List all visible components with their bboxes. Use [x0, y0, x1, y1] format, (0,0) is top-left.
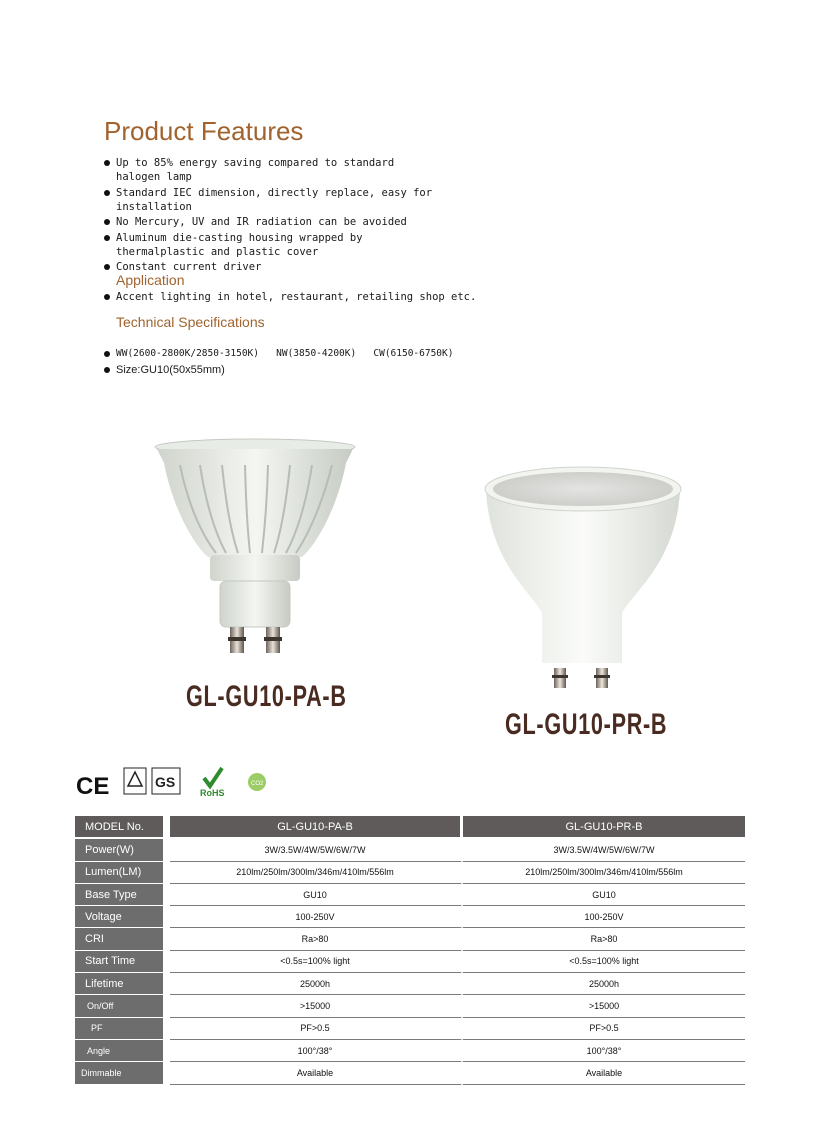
- table-header-col1: GL-GU10-PA-B: [170, 816, 463, 839]
- technical-heading: Technical Specifications: [116, 314, 265, 330]
- svg-text:GS: GS: [155, 774, 176, 790]
- row-value-col2: Available: [463, 1062, 745, 1084]
- row-value-col1: PF>0.5: [170, 1018, 463, 1040]
- table-header-col2: GL-GU10-PR-B: [463, 816, 745, 839]
- ce-mark-icon: [76, 773, 109, 800]
- technical-item: WW(2600-2800K/2850-3150K) NW(3850-4200K) CW(6150-6750K): [104, 347, 524, 361]
- feature-item: Standard IEC dimension, directly replace, easy for installation: [104, 186, 444, 214]
- row-label: On/Off: [75, 995, 170, 1017]
- features-list: [104, 156, 444, 276]
- row-label: Lifetime: [75, 973, 170, 995]
- row-label: PF: [75, 1018, 170, 1040]
- row-label: Dimmable: [75, 1062, 170, 1084]
- table-row: [75, 928, 745, 950]
- row-label: Power(W): [75, 839, 170, 861]
- row-value-col2: Ra>80: [463, 928, 745, 950]
- certification-logos: [76, 764, 276, 800]
- model-caption-pa: GL-GU10-PA-B: [186, 680, 347, 713]
- safety-mark-icon: [124, 768, 146, 794]
- row-label: Angle: [75, 1040, 170, 1062]
- table-row: [75, 839, 745, 861]
- row-label: Voltage: [75, 906, 170, 928]
- row-value-col2: PF>0.5: [463, 1018, 745, 1040]
- feature-item: Constant current driver: [104, 260, 444, 274]
- bulb-pa-image: [150, 435, 360, 660]
- row-value-col1: GU10: [170, 884, 463, 906]
- svg-text:CE: CE: [76, 773, 110, 800]
- technical-list: [104, 347, 524, 379]
- model-caption-pr: GL-GU10-PR-B: [505, 708, 668, 741]
- row-value-col1: 25000h: [170, 973, 463, 995]
- table-header-row: [75, 816, 745, 839]
- row-value-col2: <0.5s=100% light: [463, 951, 745, 973]
- application-list: [104, 290, 504, 306]
- row-value-col2: 25000h: [463, 973, 745, 995]
- table-row: [75, 1040, 745, 1062]
- row-value-col2: GU10: [463, 884, 745, 906]
- svg-text:RoHS: RoHS: [200, 788, 225, 798]
- row-value-col1: Available: [170, 1062, 463, 1084]
- row-value-col2: 100-250V: [463, 906, 745, 928]
- technical-item: Size:GU10(50x55mm): [104, 363, 524, 377]
- table-row: [75, 973, 745, 995]
- application-heading: Application: [116, 272, 185, 288]
- row-value-col1: 210lm/250lm/300lm/346m/410lm/556lm: [170, 862, 463, 884]
- row-label: Base Type: [75, 884, 170, 906]
- row-value-col1: 3W/3.5W/4W/5W/6W/7W: [170, 839, 463, 861]
- table-row: [75, 906, 745, 928]
- specification-table: [75, 816, 745, 1085]
- row-value-col1: 100°/38°: [170, 1040, 463, 1062]
- feature-item: Aluminum die-casting housing wrapped by thermalplastic and plastic cover: [104, 231, 444, 259]
- row-label: Lumen(LM): [75, 862, 170, 884]
- row-value-col2: 100°/38°: [463, 1040, 745, 1062]
- row-value-col2: 3W/3.5W/4W/5W/6W/7W: [463, 839, 745, 861]
- rohs-mark-icon: [200, 768, 225, 798]
- row-value-col2: >15000: [463, 995, 745, 1017]
- bulb-pr-image: [480, 463, 685, 693]
- table-row: [75, 1062, 745, 1084]
- table-row: [75, 951, 745, 973]
- gs-mark-icon: [152, 768, 180, 794]
- application-item: Accent lighting in hotel, restaurant, retailing shop etc.: [104, 290, 504, 304]
- table-row: [75, 995, 745, 1017]
- feature-item: No Mercury, UV and IR radiation can be avoided: [104, 215, 444, 229]
- svg-text:CO2: CO2: [251, 781, 264, 787]
- table-row: [75, 862, 745, 884]
- table-row: [75, 1018, 745, 1040]
- co2-mark-icon: [248, 773, 266, 791]
- feature-item: Up to 85% energy saving compared to standard halogen lamp: [104, 156, 444, 184]
- row-label: CRI: [75, 928, 170, 950]
- page-title: Product Features: [104, 116, 304, 146]
- table-row: [75, 884, 745, 906]
- row-value-col1: Ra>80: [170, 928, 463, 950]
- table-header-label: MODEL No.: [75, 816, 170, 839]
- row-value-col2: 210lm/250lm/300lm/346m/410lm/556lm: [463, 862, 745, 884]
- row-value-col1: <0.5s=100% light: [170, 951, 463, 973]
- row-label: Start Time: [75, 951, 170, 973]
- row-value-col1: 100-250V: [170, 906, 463, 928]
- row-value-col1: >15000: [170, 995, 463, 1017]
